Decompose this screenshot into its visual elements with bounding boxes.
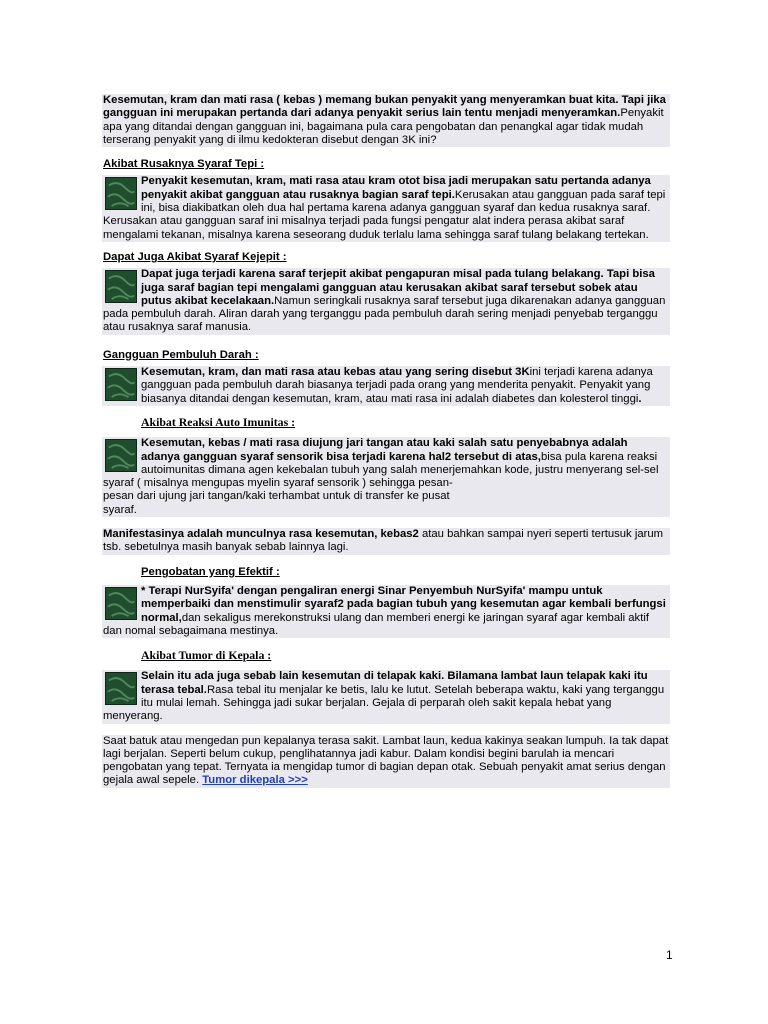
section-rusaknya-syaraf [102,175,670,241]
section-text: ini terjadi karena adanya gangguan pada pembuluh darah biasanya terjadi pada orang yang menderita penyakit. Penyakit yang biasanya ditandai dengan kesemutan, kram, atau mati rasa ini adalah diabetes dan kolesterol tinggi [141,366,653,405]
section-text: Namun seringkali rusaknya saraf tersebut juga dikarenakan adanya gangguan pada pembuluh darah. Aliran darah yang terganggu pada pembuluh darah sering menjadi penyebab terganggu atau rusaknya saraf manusia. [103,294,666,334]
section-text-line: syaraf. [103,503,137,516]
tumor-paragraph-2 [102,735,670,788]
section-text-line: pesan dari ujung jari tangan/kaki terhambat untuk di transfer ke pusat [103,490,450,503]
section-syaraf-kejepit [102,268,670,334]
section-bold-text: Dapat juga terjadi karena saraf terjepit akibat pengapuran misal pada tulang belakang. Tapi bisa juga saraf bagian tepi mengalami gangguan atau kerusakan akibat saraf tersebut sobek atau putus akibat kecelakaan. [141,268,655,307]
section-tumor-kepala [102,670,670,723]
tumor-text: Saat batuk atau mengedan pun kepalanya terasa sakit. Lambat laun, kedua kakinya seakan lumpuh. Ia tak dapat lagi berjalan. Seperti belum cukup, penglihatannya jadi kabur. Dalam kondisi begini barulah ia mencari pengobatan yang tepat. Ternyata ia mengidap tumor di bagian depan otak. Sebuah penyakit amat serius dengan gejala awal sepele. [103,734,669,787]
intro-text: Penyakit apa yang ditandai dengan gangguan ini, bagaimana pula cara pengobatan dan penangkal agar tidak mudah terserang penyakit yang di ilmu kedokteran disebut dengan 3K ini? [103,107,664,146]
tumor-dikepala-link[interactable]: Tumor dikepala >>> [202,774,308,787]
heading-auto-imunitas: Akibat Reaksi Auto Imunitas : [141,414,296,429]
section-pembuluh-darah [102,366,670,406]
heading-pengobatan: Pengobatan yang Efektif : [141,565,280,578]
section-thumbnail-image [105,587,137,620]
section-auto-imunitas [102,437,670,517]
section-bold-text: * Terapi NurSyifa' dengan pengaliran energi Sinar Penyembuh NurSyifa' mampu untuk memperbaiki dan menstimulir syaraf2 pada bagian tubuh yang kesemutan agar kembali berfungsi normal, [141,584,666,624]
manifestation-text: atau bahkan sampai nyeri seperti tertusuk jarum tsb. sebetulnya masih banyak sebab lainnya lagi. [103,528,664,554]
section-tail-bold: . [638,392,642,405]
section-thumbnail-image [105,177,137,210]
section-text: Kerusakan atau gangguan pada saraf tepi ini, bisa diakibatkan oleh dua hal pertama karena adanya gangguan syaraf dan kedua rusaknya saraf. Kerusakan atau gangguan saraf ini misalnya terjadi pada fungsi pengatur alat indera perasa akibat saraf mengalami tekanan, misalnya karena seseorang duduk terlalu lama sehingga saraf tulang belakang tertekan. [103,188,666,241]
section-bold-text: Kesemutan, kebas / mati rasa diujung jari tangan atau kaki salah satu penyebabnya adalah adanya gangguan syaraf sensorik bisa terjadi karena hal2 tersebut di atas, [141,437,628,463]
section-thumbnail-image [105,368,137,401]
section-text: Rasa tebal itu menjalar ke betis, lalu ke lutut. Setelah beberapa waktu, kaki yang terganggu itu mulai lemah. Sehingga jadi sukar berjalan. Gejala di perparah oleh sakit kepala hebat yang menyerang. [103,683,665,723]
intro-bold: Kesemutan, kram dan mati rasa ( kebas ) memang bukan penyakit yang menyeramkan buat kita. Tapi jika gangguan ini merupakan pertanda dari adanya penyakit serius lain tentu menjadi menyeramkan. [103,94,666,120]
section-text: bisa pula karena reaksi autoimunitas dimana agen kekebalan tubuh yang salah menerjemahkan kode, justru menyerang sel-sel syaraf ( misalnya mengupas myelin syaraf sensorik ) sehingga pesan- [103,450,659,490]
heading-pembuluh-darah: Gangguan Pembuluh Darah : [103,348,259,361]
heading-rusaknya-syaraf: Akibat Rusaknya Syaraf Tepi : [103,158,265,171]
intro-paragraph [102,94,670,147]
heading-syaraf-kejepit: Dapat Juga Akibat Syaraf Kejepit : [103,250,287,263]
section-pengobatan [102,585,670,638]
section-bold-text: Penyakit kesemutan, kram, mati rasa atau kram otot bisa jadi merupakan satu pertanda adanya penyakit akibat gangguan atau rusaknya bagian saraf tepi. [141,175,651,201]
section-thumbnail-image [105,672,137,705]
section-bold-text: Kesemutan, kram, dan mati rasa atau kebas atau yang sering disebut 3K [141,366,530,379]
page-number: 1 [666,948,673,962]
section-text: dan sekaligus merekonstruksi ulang dan memberi energi ke jaringan syaraf agar kembali aktif dan nomal sebagaimana mestinya. [103,611,649,637]
section-thumbnail-image [105,270,137,303]
heading-tumor-kepala: Akibat Tumor di Kepala : [141,648,272,663]
manifestation-bold: Manifestasinya adalah munculnya rasa kesemutan, kebas2 [103,528,419,541]
section-bold-text: Selain itu ada juga sebab lain kesemutan di telapak kaki. Bilamana lambat laun telapak kaki itu terasa tebal. [141,670,648,696]
document-body [102,94,670,788]
manifestation-paragraph [102,528,670,555]
section-thumbnail-image [105,439,137,472]
